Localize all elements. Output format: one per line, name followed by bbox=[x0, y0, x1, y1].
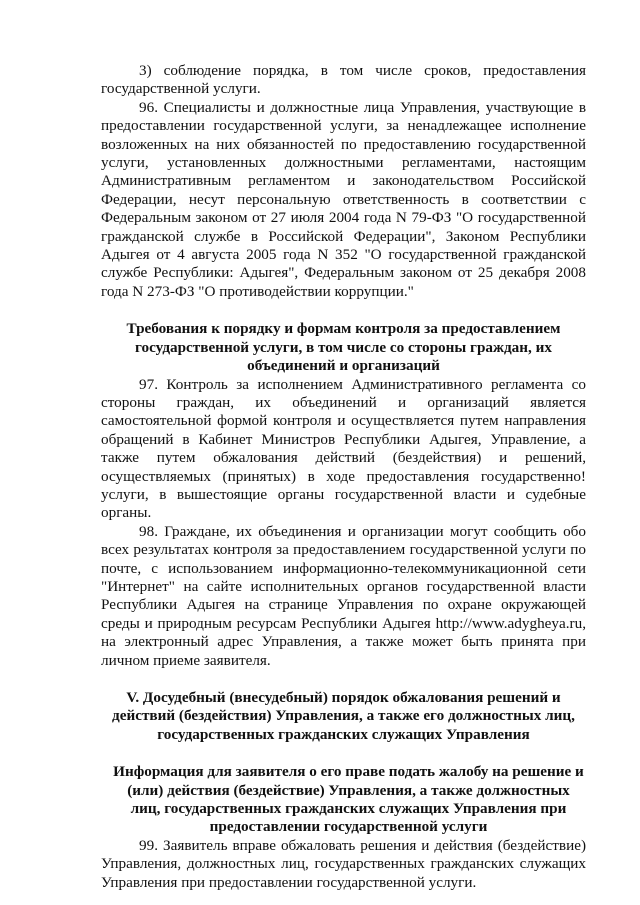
heading-control-requirements: Требования к порядку и формам контроля за предоставлением государственной услуги, в том числе со стороны граждан, их объединений и организаций bbox=[126, 320, 561, 375]
paragraph-99: 99. Заявитель вправе обжаловать решения и действия (бездействие) Управления, должностных лиц, государственных гражданских служащих Управления при предоставлении государственной услуги. bbox=[101, 836, 586, 891]
heading-applicant-info: Информация для заявителя о его праве подать жалобу на решение и (или) действия (бездействие) Управления, а также должностных лиц, государственных гражданских служащих Управления при предоставлении государственной услуги bbox=[113, 763, 584, 836]
paragraph-96: 96. Специалисты и должностные лица Управления, участвующие в предоставлении государственной услуги, за ненадлежащее исполнение возложенных на них обязанностей по предоставлению государственной услуги, установленных должностными регламентами, настоящим Административным регламентом и законодательством Российской Федерации, несут персональную ответственность в соответствии с Федеральным законом от 27 июля 2004 года N 79-ФЗ "О государственной гражданской службе в Российской Федерации", Законом Республики Адыгея от 4 августа 2005 года N 352 "О государственной гражданской службе Республики: Адыгея", Федеральным законом от 25 декабря 2008 года N 273-ФЗ "О противодействии коррупции." bbox=[101, 98, 586, 300]
paragraph-98: 98. Граждане, их объединения и организации могут сообщить обо всех результатах контроля за предоставлением государственной услуги по почте, с использованием информационно-телекоммуникационной сети "Интернет" на сайте исполнительных органов государственной власти Республики Адыгея на странице Управления по охране окружающей среды и природным ресурсам Республики Адыгея http://www.adygheya.ru, на электронный адрес Управления, а также может быть принята при личном приеме заявителя. bbox=[101, 522, 586, 669]
heading-section-5: V. Досудебный (внесудебный) порядок обжалования решений и действий (бездействия) Управления, а также его должностных лиц, государственных гражданских служащих Управления bbox=[112, 689, 575, 743]
paragraph-97: 97. Контроль за исполнением Административного регламента со стороны граждан, их объединений и организаций является самостоятельной формой контроля и осуществляется путем направления обращений в Кабинет Министров Республики Адыгея, Управление, а также путем обжалования действий (бездействия) и решений, осуществляемых (принятых) в ходе предоставления государственно! услуги, в вышестоящие органы государственной власти и судебные органы. bbox=[101, 375, 586, 522]
paragraph-3: 3) соблюдение порядка, в том числе сроков, предоставления государственной услуги. bbox=[101, 62, 586, 98]
